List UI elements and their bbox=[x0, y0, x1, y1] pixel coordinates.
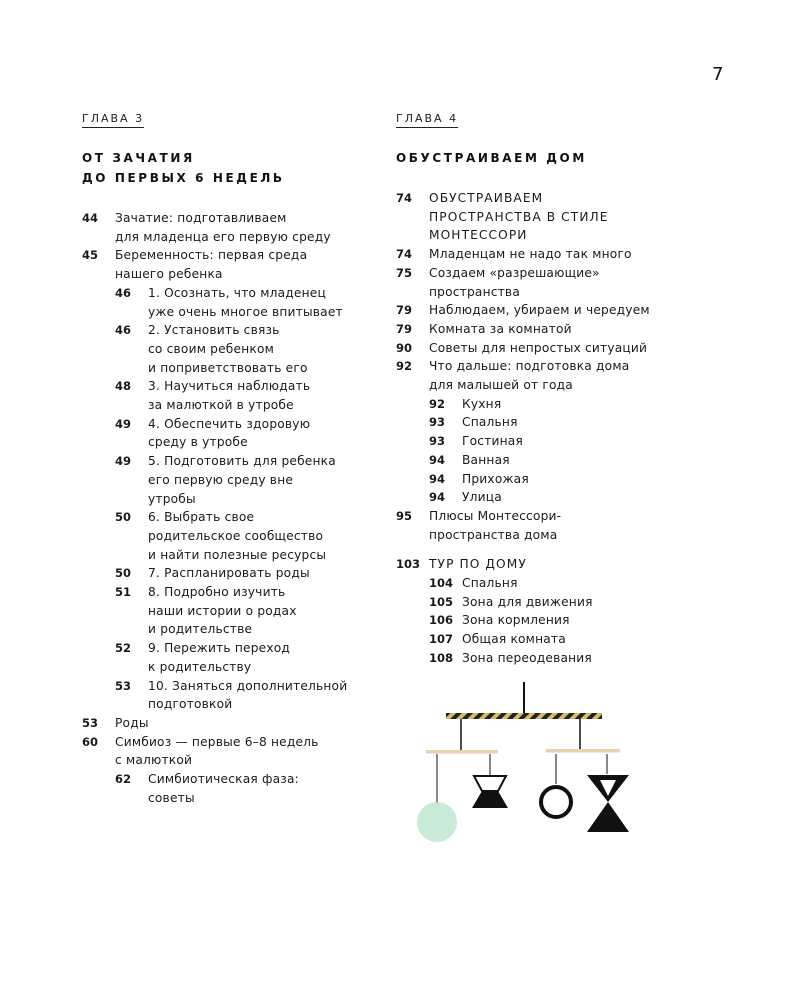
montessori-mobile-illustration bbox=[410, 680, 650, 850]
toc-page-number: 93 bbox=[429, 415, 446, 430]
toc-page-number: 108 bbox=[429, 650, 454, 665]
toc-list bbox=[396, 189, 696, 668]
toc-entry bbox=[396, 555, 696, 574]
toc-page-number: 74 bbox=[396, 247, 413, 262]
toc-entry-text: Симбиоз — первые 6–8 недель с малюткой bbox=[115, 734, 319, 768]
toc-page-number: 49 bbox=[115, 416, 132, 431]
toc-entry-text: 10. Заняться дополнительной подготовкой bbox=[148, 678, 348, 712]
hourglass-bottom bbox=[472, 791, 508, 808]
wooden-rod bbox=[426, 750, 498, 754]
toc-subentry bbox=[396, 451, 696, 470]
toc-page-number: 50 bbox=[115, 566, 132, 581]
toc-page-number: 90 bbox=[396, 340, 413, 355]
toc-subentry bbox=[396, 395, 696, 414]
toc-page-number: 94 bbox=[429, 471, 446, 486]
toc-entry-text: Младенцам не надо так много bbox=[429, 247, 632, 262]
toc-entry bbox=[396, 245, 696, 264]
toc-page-number: 49 bbox=[115, 454, 132, 469]
toc-entry bbox=[396, 339, 696, 358]
toc-entry-text: 9. Пережить переход к родительству bbox=[148, 641, 291, 674]
toc-subentry bbox=[82, 508, 382, 564]
toc-entry-text: Гостиная bbox=[462, 434, 523, 449]
toc-entry bbox=[82, 714, 382, 733]
toc-page-number: 48 bbox=[115, 379, 132, 394]
toc-page-number: 79 bbox=[396, 321, 413, 336]
toc-entry-text: Плюсы Монтессори- пространства дома bbox=[429, 508, 562, 542]
toc-entry-text: Создаем «разрешающие» пространства bbox=[429, 265, 600, 299]
toc-subentry bbox=[82, 284, 382, 321]
toc-subentry bbox=[82, 321, 382, 377]
hourglass-top bbox=[474, 776, 506, 791]
chapter-title bbox=[82, 148, 382, 188]
toc-entry-text: 7. Распланировать роды bbox=[148, 566, 310, 581]
toc-entry bbox=[396, 357, 696, 394]
toc-page-number: 53 bbox=[115, 678, 132, 693]
chapter-3-column bbox=[82, 107, 382, 808]
toc-entry-text: Беременность: первая среда нашего ребенка bbox=[115, 248, 308, 282]
toc-page-number: 79 bbox=[396, 303, 413, 318]
toc-page-number: 106 bbox=[429, 613, 454, 628]
chapter-title: ОБУСТРАИВАЕМ ДОМ bbox=[396, 151, 587, 165]
black-ring bbox=[541, 787, 571, 817]
toc-entry-text: Кухня bbox=[462, 396, 502, 411]
wooden-rod bbox=[546, 749, 620, 753]
page-number: 7 bbox=[712, 64, 724, 85]
toc-list bbox=[82, 209, 382, 808]
toc-entry bbox=[396, 301, 696, 320]
toc-subentry bbox=[396, 649, 696, 668]
chapter-title-line: ОТ ЗАЧАТИЯ bbox=[82, 151, 195, 165]
toc-subentry bbox=[396, 574, 696, 593]
chapter-title-line: ДО ПЕРВЫХ 6 НЕДЕЛЬ bbox=[82, 171, 285, 185]
toc-entry bbox=[396, 189, 696, 245]
toc-page-number: 107 bbox=[429, 632, 454, 647]
glass-sphere bbox=[417, 802, 457, 842]
chapter-4-column bbox=[396, 107, 696, 668]
toc-entry-text: 3. Научиться наблюдать за малюткой в утробе bbox=[148, 379, 311, 413]
toc-page-number: 62 bbox=[115, 772, 132, 787]
toc-page-number: 105 bbox=[429, 594, 454, 609]
toc-page-number: 74 bbox=[396, 191, 413, 205]
toc-subentry bbox=[82, 677, 382, 714]
toc-entry-text: Симбиотическая фаза: советы bbox=[148, 772, 299, 805]
toc-entry-text: Наблюдаем, убираем и чередуем bbox=[429, 303, 650, 318]
toc-page-number: 44 bbox=[82, 211, 99, 225]
toc-page-number: 46 bbox=[115, 285, 132, 300]
toc-entry bbox=[82, 733, 382, 770]
toc-entry-text: Общая комната bbox=[462, 632, 566, 647]
triangle-bottom bbox=[587, 802, 629, 832]
chapter-label: ГЛАВА 4 bbox=[396, 112, 458, 128]
toc-page-number: 46 bbox=[115, 323, 132, 338]
toc-entry-text: Комната за комнатой bbox=[429, 321, 572, 336]
toc-subentry bbox=[82, 564, 382, 583]
toc-entry-text: 1. Осознать, что младенец уже очень многое впитывает bbox=[148, 285, 343, 319]
toc-page-number: 92 bbox=[429, 396, 446, 411]
toc-entry-text: Зона кормления bbox=[462, 613, 570, 628]
toc-subentry bbox=[82, 377, 382, 414]
toc-page-number: 53 bbox=[82, 715, 99, 730]
toc-page-number: 52 bbox=[115, 641, 132, 656]
toc-page-number: 60 bbox=[82, 734, 99, 749]
toc-page-number: 51 bbox=[115, 585, 132, 600]
toc-entry bbox=[396, 264, 696, 301]
toc-entry-text: 8. Подробно изучить наши истории о родах и родительстве bbox=[148, 585, 297, 637]
toc-entry-text: Роды bbox=[115, 715, 149, 730]
toc-page-number: 75 bbox=[396, 265, 413, 280]
toc-subentry bbox=[82, 415, 382, 452]
toc-entry-text: 2. Установить связь со своим ребенком и поприветствовать его bbox=[148, 323, 308, 375]
toc-entry-text: Улица bbox=[462, 490, 502, 505]
toc-entry-text: Советы для непростых ситуаций bbox=[429, 340, 648, 355]
striped-bar bbox=[446, 713, 602, 719]
toc-entry-text: Зона переодевания bbox=[462, 650, 592, 665]
toc-subentry bbox=[396, 611, 696, 630]
toc-page-number: 45 bbox=[82, 248, 99, 263]
toc-entry-text: Зона для движения bbox=[462, 594, 593, 609]
toc-entry bbox=[82, 246, 382, 283]
toc-entry-text: 5. Подготовить для ребенка его первую среду вне утробы bbox=[148, 454, 336, 506]
toc-page-number: 94 bbox=[429, 452, 446, 467]
toc-page-number: 50 bbox=[115, 510, 132, 525]
chapter-label: ГЛАВА 3 bbox=[82, 112, 144, 128]
toc-subentry bbox=[82, 583, 382, 639]
toc-subentry bbox=[396, 488, 696, 507]
toc-entry-text: 4. Обеспечить здоровую среду в утробе bbox=[148, 416, 311, 450]
toc-page-number: 93 bbox=[429, 434, 446, 449]
toc-entry-text: Зачатие: подготавливаем для младенца его первую среду bbox=[115, 211, 331, 244]
toc-page-number: 104 bbox=[429, 576, 454, 591]
toc-subentry bbox=[396, 470, 696, 489]
toc-entry bbox=[396, 320, 696, 339]
toc-entry-text: Ванная bbox=[462, 452, 510, 467]
toc-subentry bbox=[82, 452, 382, 508]
toc-entry-text: 6. Выбрать свое родительское сообщество и найти полезные ресурсы bbox=[148, 510, 327, 562]
toc-subentry bbox=[82, 639, 382, 676]
toc-subentry bbox=[396, 432, 696, 451]
toc-subentry bbox=[82, 770, 382, 807]
toc-entry-text: Спальня bbox=[462, 576, 518, 591]
toc-entry-text: Прихожая bbox=[462, 471, 529, 486]
toc-subentry bbox=[396, 593, 696, 612]
toc-subentry bbox=[396, 630, 696, 649]
toc-entry bbox=[82, 209, 382, 246]
section-gap bbox=[396, 544, 696, 555]
toc-entry-text: Что дальше: подготовка дома для малышей от года bbox=[429, 359, 630, 393]
toc-page-number: 103 bbox=[396, 557, 421, 572]
toc-page-number: 95 bbox=[396, 508, 413, 523]
toc-entry-text: Спальня bbox=[462, 415, 518, 430]
toc-entry-text: ТУР ПО ДОМУ bbox=[429, 557, 527, 572]
toc-page-number: 94 bbox=[429, 490, 446, 505]
toc-page-number: 92 bbox=[396, 359, 413, 374]
toc-entry-text: ОБУСТРАИВАЕМ ПРОСТРАНСТВА В СТИЛЕ МОНТЕССОРИ bbox=[429, 191, 609, 243]
toc-entry bbox=[396, 507, 696, 544]
toc-subentry bbox=[396, 413, 696, 432]
